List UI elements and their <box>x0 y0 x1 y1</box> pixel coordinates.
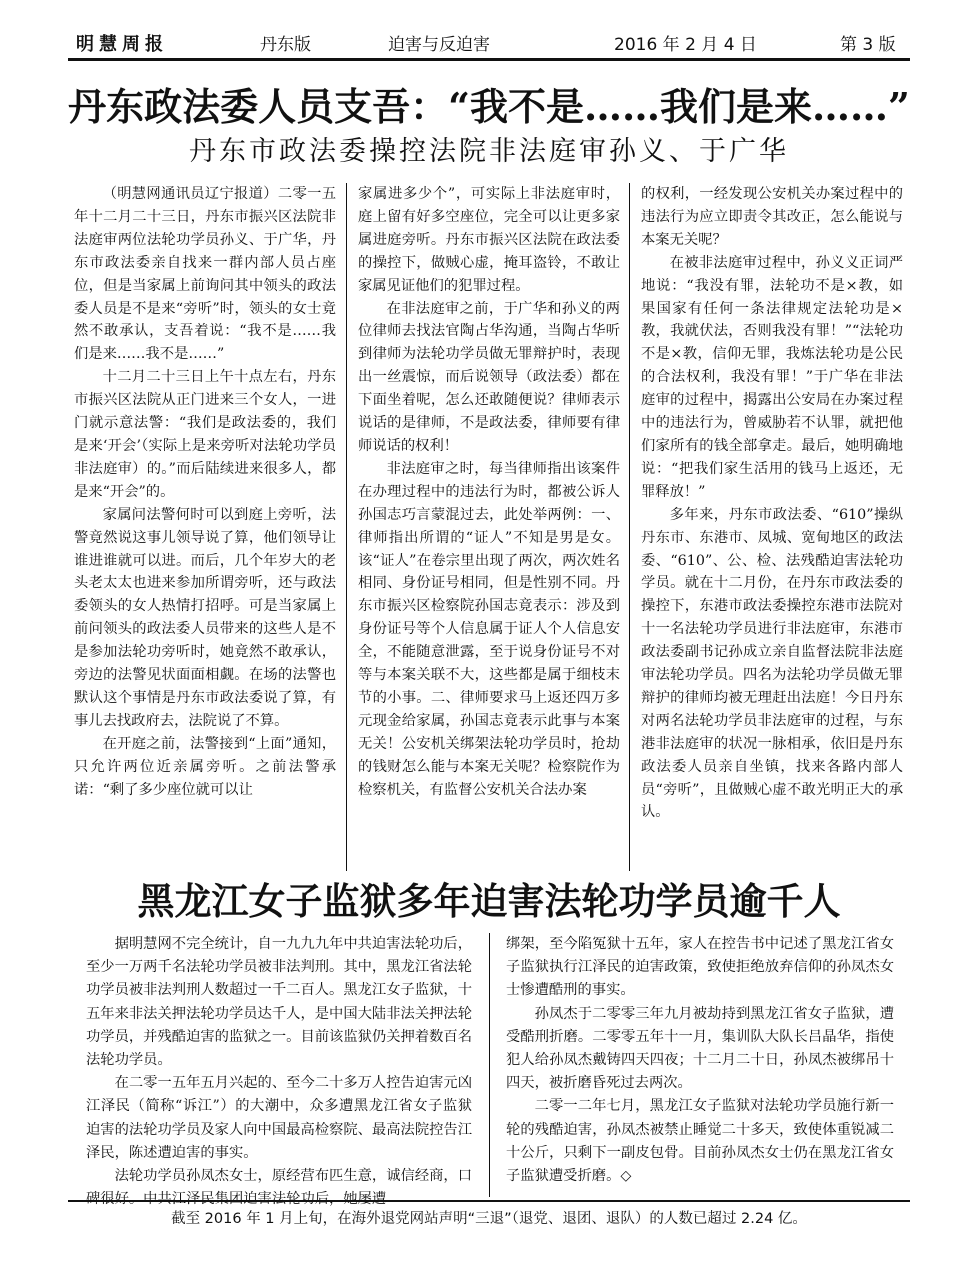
article1-subtitle: 丹东市政法委操控法院非法庭审孙义、于广华 <box>189 136 789 167</box>
article1-column-3 <box>641 183 903 873</box>
paragraph: 法轮功学员孙凤杰女士，原经营布匹生意，诚信经商，口 <box>114 1168 473 1185</box>
paragraph: 在开庭之前，法警接到“上面”通知，只允许两位近亲属旁听。之前法警承诺：“剩了多少座位就可以让 <box>74 735 336 798</box>
article2-column-1 <box>86 933 472 1199</box>
paragraph: 非法庭审之时，每当律师指出该案件在办理过程中的违法行为时，都被公诉人孙国志巧言蒙混过去，此处举两例：一、律师指出所谓的“证人”不知是男是女。该“证人”在卷宗里出现了两次，两次姓名相同、身份证号相同，但是性别不同。丹东市振兴区检察院孙国志竟表示：涉及到身份证号等个人信息属于证人个人信息安全，不能随意泄露，至于说身份证号不对等与本案关联不大，这些都是属于细枝末节的小事。二、律师要求马上返还四万多元现金给家属，孙国志竟表示此事与本案无关！公安机关绑架法轮功学员时，抢劫的钱财怎么能与本案无关呢？检察院作为检察机关，有监督公安机关合法办案 <box>358 460 620 798</box>
column-divider <box>346 183 347 871</box>
paragraph: 家属进多少个”，可实际上非法庭审时，庭上留有好多空座位，完全可以让更多家属进庭旁听。丹东市振兴区法院在政法委的操控下，做贼心虚，掩耳盗铃，不敢让家属见证他们的犯罪过程。 <box>358 186 620 294</box>
paragraph: 十二月二十三日上午十点左右，丹东市振兴区法院从正门进来三个女人，一进门就示意法警：“我们是政法委的，我们是来‘开会’（实际上是来旁听对法轮功学员非法庭审）的。”而后陆续进来很多人，都是来“开会”的。 <box>74 369 336 500</box>
paragraph: 在被非法庭审过程中，孙义义正词严地说：“我没有罪，法轮功不是×教，如果国家有任何一条法律规定法轮功是×教，我就伏法，否则我没有罪！”“法轮功不是×教，信仰无罪，我炼法轮功是公民的合法权利，我没有罪！”于广华在非法庭审的过程中，揭露出公安局在办案过程中的违法行为，曾威胁若不认罪，就把他们家所有的钱全部拿走。最后，她明确地说：“把我们家生活用的钱马上返还，无罪释放！” <box>641 254 903 500</box>
column-divider <box>489 933 490 1197</box>
article2-title: 黑龙江女子监狱多年迫害法轮功学员逾千人 <box>137 879 841 923</box>
column-divider <box>629 183 630 871</box>
paragraph: 在非法庭审之前，于广华和孙义的两位律师去找法官陶占华沟通，当陶占华听到律师为法轮功学员做无罪辩护时，表现出一丝震惊，而后说领导（政法委）都在下面坐着呢，怎么还敢随便说？律师表示说话的是律师，不是政法委，律师要有律师说话的权利！ <box>358 300 620 454</box>
paragraph: 多年来，丹东市政法委、“610”操纵丹东市、东港市、凤城、宽甸地区的政法委、“610”、公、检、法残酷迫害法轮功学员。就在十二月份，在丹东市政法委的操控下，东港市政法委操控东港市法院对十一名法轮功学员进行非法庭审，东港市政法委副书记孙成立亲自监督法院非法庭审法轮功学员。四名为法轮功学员做无罪辩护的律师均被无理赶出法庭！今日丹东对两名法轮功学员非法庭审的过程，与东港非法庭审的状况一脉相承，依旧是丹东政法委人员亲自坐镇，找来各路内部人员“旁听”，且做贼心虚不敢光明正大的承认。 <box>641 506 903 821</box>
paper-name: 明慧周报 <box>76 34 168 55</box>
page-header <box>68 34 910 61</box>
paragraph: 二零一二年七月，黑龙江女子监狱对法轮功学员施行新一轮的残酷迫害，孙凤杰被禁止睡觉二十多天，致使体重锐减二十公斤，只剩下一副皮包骨。目前孙凤杰女士仍在黑龙江省女子监狱遭受折磨。◇ <box>506 1098 894 1185</box>
edition-label: 丹东版 <box>260 35 311 55</box>
page-number: 第 3 版 <box>840 35 896 55</box>
article2-column-2 <box>506 933 894 1199</box>
paragraph: 家属问法警何时可以到庭上旁听，法警竟然说这事儿领导说了算，他们领导让谁进谁就可以进。而后，几个年岁大的老头老太太也进来参加所谓旁听，还与政法委领头的女人热情打招呼。可是当家属上前问领头的政法委人员带来的这些人是不是参加法轮功旁听时，她竟然不敢承认，旁边的法警见状面面相觑。在场的法警也默认这个事情是丹东市政法委说了算，有事儿去找政府去，法院说了不算。 <box>74 506 336 729</box>
paragraph: 据明慧网不完全统计，自一九九九年中共迫害法轮功后，至少一万两千名法轮功学员被非法判刑。其中，黑龙江省法轮功学员被非法判刑人数超过一千二百人。黑龙江女子监狱，十五年来非法关押法轮功学员达千人，是中国大陆非法关押法轮功学员，并残酷迫害的监狱之一。目前该监狱仍关押着数百名法轮功学员。 <box>86 936 473 1069</box>
paragraph: 绑架，至今陷冤狱十五年，家人在控告书中记述了黑龙江省女子监狱执行江泽民的迫害政策，致使拒绝放弃信仰的孙凤杰女士惨遭酷刑的事实。 <box>506 936 894 999</box>
article1-title: 丹东政法委人员支吾：“我不是……我们是来……” <box>68 84 910 129</box>
article1-column-1 <box>74 183 336 873</box>
paragraph: 的权利，一经发现公安机关办案过程中的违法行为应立即责令其改正，怎么能说与本案无关呢？ <box>641 186 903 248</box>
paragraph: 孙凤杰于二零零三年九月被劫持到黑龙江省女子监狱，遭受酷刑折磨。二零零五年十一月，集训队大队长吕晶华，指使犯人给孙凤杰戴铸四天四夜；十二月二十日，孙凤杰被绑吊十四天，被折磨昏死过去两次。 <box>506 1005 894 1092</box>
issue-date: 2016 年 2 月 4 日 <box>614 35 757 55</box>
article1-column-2 <box>358 183 620 873</box>
footer-rule <box>68 1200 910 1202</box>
paragraph: 在二零一五年五月兴起的、至今二十多万人控告迫害元凶江泽民（简称“诉江”）的大潮中，众多遭黑龙江省女子监狱迫害的法轮功学员及家人向中国最高检察院、最高法院控告江泽民，陈述遭迫害的事实。 <box>86 1075 473 1161</box>
footer-notice: 截至 2016 年 1 月上旬，在海外退党网站声明“三退”（退党、退团、退队）的人数已超过 2.24 亿。 <box>171 1211 807 1227</box>
paragraph: （明慧网通讯员辽宁报道）二零一五年十二月二十三日，丹东市振兴区法院非法庭审两位法轮功学员孙义、于广华，丹东市政法委亲自找来一群内部人员占座位，但是当家属上前询问其中领头的政法委人员是不是来“旁听”时，领头的女士竟然不敢承认，支吾着说：“我不是……我们是来……我不是……” <box>74 186 336 363</box>
section-label: 迫害与反迫害 <box>388 35 490 55</box>
